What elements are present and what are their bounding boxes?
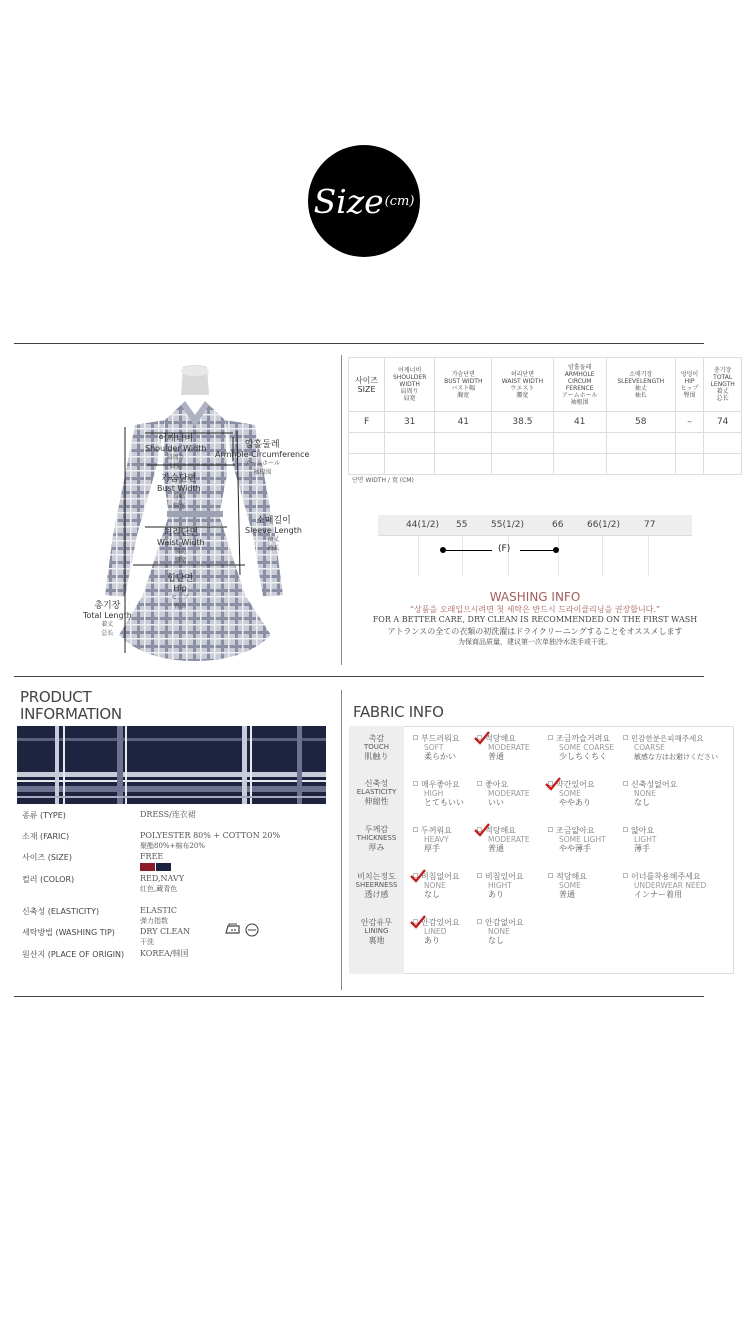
table-cell: 31	[385, 412, 435, 433]
fabric-category-elasticity: 신축성 ELASTICITY 伸縮性	[356, 779, 397, 806]
size-range-label: 44(1/2)	[406, 520, 439, 530]
fabric-option-selected: 적당해요 MODERATE 普通	[477, 734, 530, 761]
washing-line-en: FOR A BETTER CARE, DRY CLEAN IS RECOMMENDED ON THE FIRST WASH	[372, 615, 698, 624]
table-cell	[704, 433, 742, 454]
fabric-option: 매우좋아요 HIGH とてもいい	[413, 780, 464, 807]
range-end-dot	[553, 547, 559, 553]
dry-clean-icon	[244, 922, 260, 941]
table-cell	[606, 433, 675, 454]
fabric-option: 조금얇아요 SOME LIGHT やや薄手	[548, 826, 606, 853]
fabric-option-selected: 비침없어요 NONE なし	[413, 872, 460, 899]
section-divider-bottom	[14, 996, 704, 997]
size-header-sleeve: 소매기장 SLEEVELENGTH 袖丈 袖长	[606, 358, 675, 412]
section-divider-top	[14, 343, 704, 344]
size-table	[348, 357, 742, 475]
plaid-fabric-image	[17, 726, 326, 804]
color-swatch-red	[140, 863, 155, 871]
table-cell	[435, 433, 492, 454]
size-range-bar	[378, 535, 692, 575]
washing-line-kr: “상품을 오래입으시려면 첫 세탁은 반드시 드라이클리닝을 권장합니다.”	[409, 605, 661, 614]
shoulder-label: 어깨너비 Shoulder Width 肩周り 肩宽	[145, 434, 207, 470]
table-cell	[435, 454, 492, 475]
size-title: Size	[313, 181, 384, 221]
fabric-option: 이너를착용해주세요 UNDERWEAR NEED インナー着用	[623, 872, 706, 899]
fabric-option: 신축성없어요 NONE なし	[623, 780, 677, 807]
iron-icon	[224, 921, 242, 940]
fabric-category-thickness: 두께감 THICKNESS 厚み	[356, 825, 397, 852]
size-range-label: 55	[456, 520, 468, 530]
fabric-info-title: FABRIC INFO	[353, 703, 444, 721]
unit-note: 단면 WIDTH / 寛 (CM)	[352, 477, 414, 484]
table-cell	[553, 454, 606, 475]
fabric-option-selected: 약간있어요 SOME ややあり	[548, 780, 595, 807]
table-cell	[606, 454, 675, 475]
fabric-option: 비침있어요 HIGHT あり	[477, 872, 524, 899]
section-divider-vertical-2	[341, 690, 342, 990]
size-range-label: 55(1/2)	[491, 520, 524, 530]
size-header-waist: 허리단면 WAIST WIDTH ウエスト 腰宽	[492, 358, 553, 412]
fabric-option: 두꺼워요 HEAVY 厚手	[413, 826, 452, 853]
washing-line-cn: 为保商品质量，建议第一次单独冷水洗手或干洗。	[458, 638, 612, 646]
table-cell	[675, 454, 704, 475]
size-header-size: 사이즈 SIZE	[349, 358, 385, 412]
range-line-right	[520, 550, 554, 551]
bust-label: 가슴단면 Bust Width 身幅 胸宽	[157, 474, 201, 510]
table-cell: 74	[704, 412, 742, 433]
size-table-row	[349, 433, 742, 454]
dress-measurement-figure	[83, 365, 325, 665]
size-unit: (cm)	[384, 193, 415, 209]
fabric-option: 민감한분은피해주세요 COARSE 敏感な方はお避けください	[623, 734, 718, 762]
hip-label: 힙단면 Hip ヒップ 臀围	[167, 574, 194, 610]
waist-label: 허리단면 Waist Width 腰宽 腰宽	[157, 528, 205, 564]
fabric-option: 얇아요 LIGHT 薄手	[623, 826, 656, 853]
fabric-option-selected: 적당해요 MODERATE 普通	[477, 826, 530, 853]
product-info-title: PRODUCT INFORMATION	[20, 688, 122, 723]
check-icon	[410, 915, 426, 929]
armhole-label: 암홀둘레 Armhole Circumference アームホール 袖根围	[215, 440, 310, 476]
fabric-category-lining: 안감유무 LINING 裏地	[361, 918, 392, 945]
size-range-label: 66	[552, 520, 564, 530]
fabric-option: 적당해요 SOME 普通	[548, 872, 587, 899]
check-icon	[410, 869, 426, 883]
fabric-swatch-photo	[17, 726, 326, 804]
size-header-total: 총기장 TOTAL LENGTH 着丈 总长	[704, 358, 742, 412]
table-cell	[492, 433, 553, 454]
range-line-left	[446, 550, 492, 551]
table-cell: 58	[606, 412, 675, 433]
total-length-label: 총기장 Total Length 着丈 总长	[83, 601, 132, 637]
color-swatch-navy	[156, 863, 171, 871]
size-range-label: 66(1/2)	[587, 520, 620, 530]
size-table-row	[349, 454, 742, 475]
table-cell: 38.5	[492, 412, 553, 433]
size-table-row	[349, 412, 742, 433]
fabric-option: 조금까슬거려요 SOME COARSE 少しちくちく	[548, 734, 614, 761]
check-icon	[545, 777, 561, 791]
table-cell	[553, 433, 606, 454]
fabric-option-selected: 안감있어요 LINED あり	[413, 918, 460, 945]
table-cell	[385, 433, 435, 454]
size-title-badge	[308, 145, 420, 257]
fabric-info-table	[349, 726, 734, 974]
size-table-header	[349, 358, 742, 412]
fabric-option: 좋아요 MODERATE いい	[477, 780, 530, 807]
washing-info-title: WASHING INFO	[489, 590, 581, 604]
table-cell	[349, 454, 385, 475]
size-range-label: 77	[644, 520, 656, 530]
fabric-option: 부드러워요 SOFT 柔らかい	[413, 734, 460, 761]
table-cell	[492, 454, 553, 475]
table-cell	[349, 433, 385, 454]
size-header-armhole: 암홀둘레 ARMHOLE CIRCUM FERENCE アームホール 袖根围	[553, 358, 606, 412]
table-cell: –	[675, 412, 704, 433]
check-icon	[474, 823, 490, 837]
table-cell	[385, 454, 435, 475]
check-icon	[474, 731, 490, 745]
size-range-header	[378, 515, 692, 535]
size-header-shoulder: 어깨너비 SHOULDER WIDTH 肩周り 肩宽	[385, 358, 435, 412]
sleeve-label: 소매길이 Sleeve Length 袖丈 袖长	[245, 516, 302, 552]
table-cell: 41	[553, 412, 606, 433]
range-marker: (F)	[498, 544, 511, 554]
table-cell	[704, 454, 742, 475]
fabric-option: 안감없어요 NONE なし	[477, 918, 524, 945]
size-header-hip: 엉덩이 HIP ヒップ 臀围	[675, 358, 704, 412]
table-cell: 41	[435, 412, 492, 433]
size-header-bust: 가슴단면 BUST WIDTH バスト幅 胸宽	[435, 358, 492, 412]
fabric-category-sheerness: 비치는정도 SHEERNESS 透け感	[355, 872, 398, 899]
section-divider-middle	[14, 676, 704, 677]
table-cell: F	[349, 412, 385, 433]
table-cell	[675, 433, 704, 454]
fabric-category-touch: 촉감 TOUCH 肌触り	[363, 734, 390, 761]
washing-line-jp: アトランスの全ての衣類の初洗濯はドライクリーニングすることをオススメします	[387, 627, 683, 636]
